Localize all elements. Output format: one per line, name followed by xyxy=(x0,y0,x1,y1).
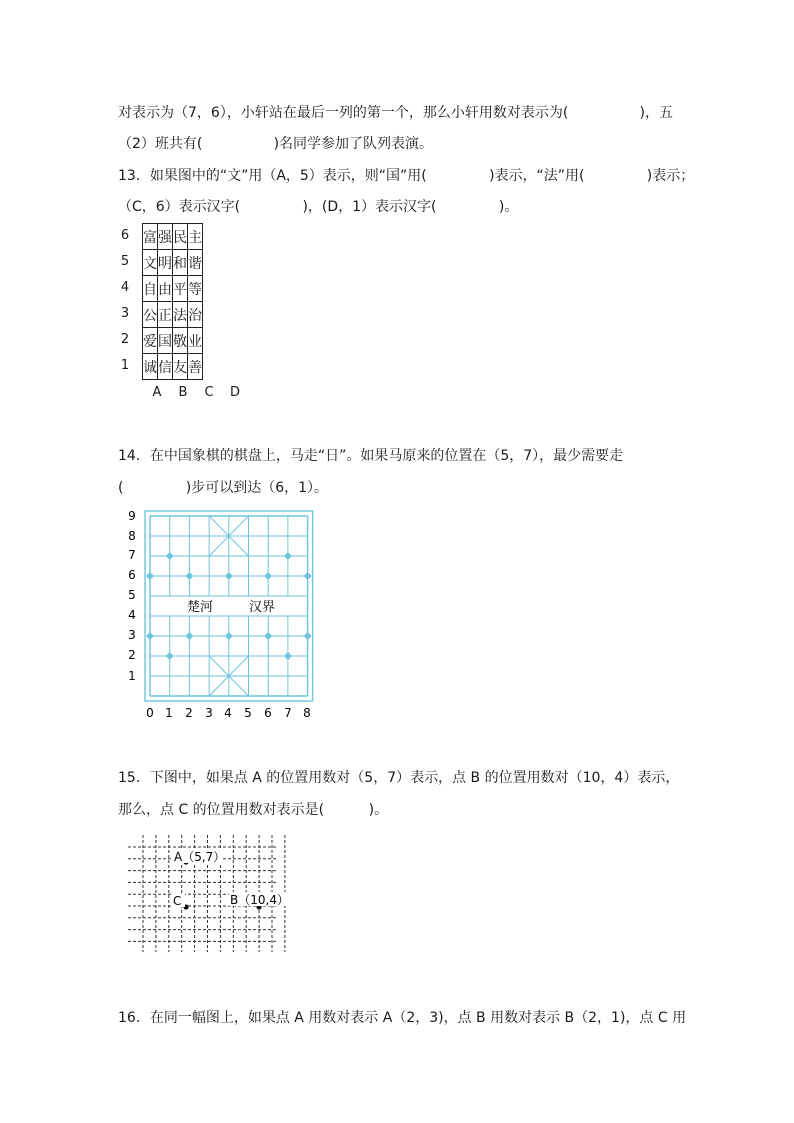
x-label: 4 xyxy=(224,706,232,720)
point-a-label: A（5,7） xyxy=(174,850,226,864)
y-label: 4 xyxy=(128,608,136,622)
grid-cell: 明 xyxy=(158,250,173,276)
grid-cell: 强 xyxy=(158,224,173,250)
grid-cell: 治 xyxy=(188,302,203,328)
grid-cell: 爱 xyxy=(143,328,158,354)
grid-cell: 等 xyxy=(188,276,203,302)
q14-line2: ( )步可以到达（6，1）。 xyxy=(118,480,329,496)
river-label-han: 汉界 xyxy=(248,600,276,615)
grid-cell: 主 xyxy=(188,224,203,250)
grid-cell: 自 xyxy=(143,276,158,302)
grid-cell: 正 xyxy=(158,302,173,328)
river-label-chu: 楚河 xyxy=(186,600,214,615)
y-label: 1 xyxy=(128,669,136,683)
y-label: 9 xyxy=(128,509,136,523)
q12-line1: 对表示为（7，6），小轩站在最后一列的第一个，那么小轩用数对表示为( )，五 xyxy=(118,105,673,121)
q14-line1: 14．在中国象棋的棋盘上，马走“日”。如果马原来的位置在（5，7），最少需要走 xyxy=(118,448,624,464)
row-label: 6 xyxy=(120,228,130,243)
grid-cell: 友 xyxy=(173,354,188,380)
point-b-label: B（10,4） xyxy=(230,893,289,907)
grid-cell: 和 xyxy=(173,250,188,276)
row-label: 5 xyxy=(120,254,130,269)
q13-line1: 13．如果图中的“文”用（A，5）表示，则“国”用( )表示，“法”用( )表示； xyxy=(118,168,695,184)
row-label: 4 xyxy=(120,280,130,295)
y-label: 8 xyxy=(128,529,136,543)
grid-cell: 敬 xyxy=(173,328,188,354)
col-label: D xyxy=(229,385,240,400)
grid-cell: 诚 xyxy=(143,354,158,380)
grid-cell: 文 xyxy=(143,250,158,276)
x-label: 2 xyxy=(185,706,193,720)
q15-line2: 那么，点 C 的位置用数对表示是( )。 xyxy=(118,802,389,818)
grid-cell: 信 xyxy=(158,354,173,380)
grid-cell: 公 xyxy=(143,302,158,328)
q16-line1: 16．在同一幅图上，如果点 A 用数对表示 A（2，3)，点 B 用数对表示 B（2，1)，点 C 用 xyxy=(118,1010,687,1026)
grid-cell: 谐 xyxy=(188,250,203,276)
x-label: 0 xyxy=(146,706,154,720)
col-label: B xyxy=(178,385,188,400)
y-label: 2 xyxy=(128,648,136,662)
x-label: 1 xyxy=(165,706,173,720)
grid-cell: 法 xyxy=(173,302,188,328)
x-label: 7 xyxy=(284,706,292,720)
y-label: 3 xyxy=(128,628,136,642)
grid-cell: 富 xyxy=(143,224,158,250)
y-label: 5 xyxy=(128,588,136,602)
x-label: 6 xyxy=(264,706,272,720)
x-label: 8 xyxy=(303,706,311,720)
x-label: 5 xyxy=(244,706,252,720)
x-label: 3 xyxy=(205,706,213,720)
row-label: 1 xyxy=(120,358,130,373)
row-label: 3 xyxy=(120,306,130,321)
col-label: C xyxy=(204,385,214,400)
q13-line2: （C，6）表示汉字( )，(D，1）表示汉字( )。 xyxy=(118,199,519,215)
col-label: A xyxy=(152,385,162,400)
grid-cell: 国 xyxy=(158,328,173,354)
grid-cell: 业 xyxy=(188,328,203,354)
grid-cell: 由 xyxy=(158,276,173,302)
y-label: 6 xyxy=(128,568,136,582)
q15-line1: 15．下图中，如果点 A 的位置用数对（5，7）表示，点 B 的位置用数对（10，4）表示， xyxy=(118,770,680,786)
grid-cell: 民 xyxy=(173,224,188,250)
y-label: 7 xyxy=(128,548,136,562)
row-label: 2 xyxy=(120,332,130,347)
q12-line2: （2）班共有( )名同学参加了队列表演。 xyxy=(118,136,434,152)
point-c-label: C xyxy=(173,894,182,908)
grid-cell: 平 xyxy=(173,276,188,302)
grid-cell: 善 xyxy=(188,354,203,380)
